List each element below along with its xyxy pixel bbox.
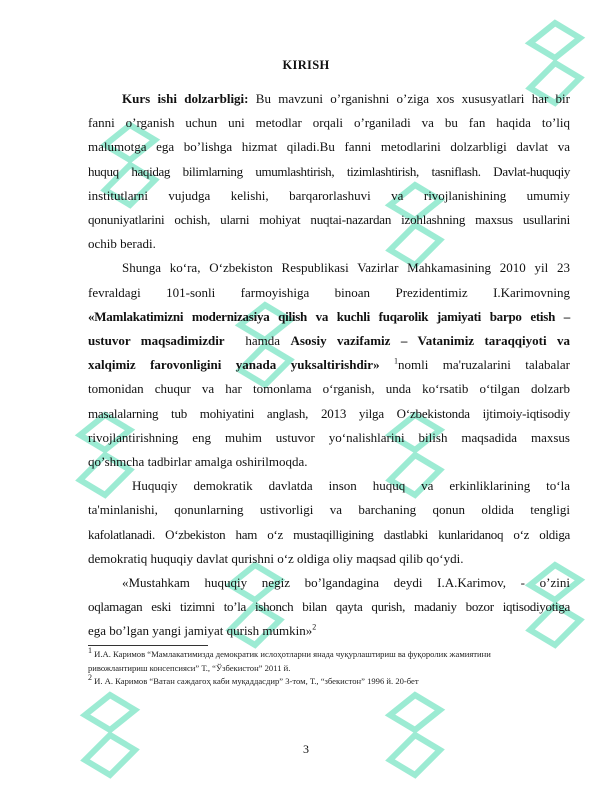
footnote (88, 675, 572, 689)
text-line: «Mustahkam huquqiy negiz bo’lgandagina deydi I.A.Karimov, - o’zini (122, 575, 570, 591)
text-line: tomonidan chuqur va har tomonlama o‘rganish, unda ko‘rsatib o‘tilgan dolzarb (88, 381, 570, 397)
text-line: fanni o’rganish uchun uni metodlar orqali o’rganiladi va bu fan haqida to’liq (88, 115, 570, 131)
line-text: hamda (224, 333, 281, 349)
footnotes (88, 648, 572, 689)
text-line: masalalarning tub mohiyatini anglash, 2013 yilga O‘zbekistonda ijtimoiy-iqtisodiy (88, 405, 570, 421)
footnote-separator (88, 645, 208, 646)
text-line: demokratiq huquqiy davlat qurishni o‘z oldiga oliy maqsad qilib qo‘ydi. (88, 550, 464, 566)
text-line: kafolatlanadi. O‘zbekiston ham o‘z mustaqilligining dastlabki kunlaridanoq o‘z oldiga (88, 526, 570, 542)
bold-phrase: «Mamlakatimizni modernizasiya qilish va kuchli fuqarolik jamiyati barpo etish – (88, 308, 570, 324)
text-line: malumotga ega bo’lishga hizmat qiladi.Bu fanni metodlarini dolzarbligi davlat va (88, 139, 570, 155)
text-line: institutlarni vujudga kelishi, barqarorlashuvi va rivojlanishining umumiy (88, 187, 570, 203)
text-line: Huquqiy demokratik davlatda inson huquq va erkinliklarining to‘la (132, 478, 570, 494)
footnote (88, 662, 572, 676)
line-text: nomli ma'ruzalarini talabalar (398, 357, 570, 373)
line-text: ega bo’lgan yangi jamiyat qurish mumkin» (88, 623, 313, 639)
section-heading: KIRISH (282, 58, 330, 72)
body-text (88, 87, 570, 644)
footnote-ref: 2 (312, 623, 317, 633)
text-line (88, 619, 570, 643)
bold-phrase: xalqimiz farovonligini yanada yuksaltirishdir» (88, 357, 380, 373)
footnote-text: И.А. Каримов “Мамлакатимизда демократик ислоҳотларни янада чуқурлаштириш ва фуқоролик жамиятини (94, 649, 491, 659)
text-line: rivojlantirishning eng muhim ustuvor yo‘nalishlarini bilish maqsadida maxsus (88, 429, 570, 445)
text-line: qonuniyatlarini ochish, ularni mohiyat nuqtai-nazardan izohlashning maxsus usullarini (88, 212, 570, 228)
text-line (88, 305, 570, 329)
text-line: qo’shmcha tadbirlar amalga oshirilmoqda. (88, 454, 308, 470)
bold-phrase: Asosiy vazifamiz – Vatanimiz taraqqiyoti va (290, 333, 571, 349)
bold-phrase: Kurs ishi dolzarbligi: (122, 91, 249, 106)
footnote-text: И. А. Каримов “Ватан саждагоҳ каби муқаддасдир” 3-том, Т., “збекистон” 1996 й. 20-бет (94, 676, 419, 686)
text-line (88, 329, 570, 353)
footnote (88, 648, 572, 662)
text-line: ta'minlanishi, qonunlarning ustivorligi va barchaning qonun oldida tengligi (88, 502, 570, 518)
text-line: fevraldagi 101-sonli farmoyishiga binoan Prezidentimiz I.Karimovning (88, 284, 570, 300)
paragraph (88, 474, 570, 571)
text-line: oqlamagan eski tizimni to’la ishonch bilan qayta qurish, madaniy bozor iqtisodiyotiga (88, 599, 570, 615)
footnote-number: 2 (88, 673, 92, 683)
paragraph (88, 87, 570, 256)
text-line: ochib beradi. (88, 236, 156, 252)
page-number: 3 (303, 742, 309, 756)
footnote-ref: 1 (394, 356, 399, 366)
bold-phrase: ustuvor maqsadimizdir (88, 333, 225, 349)
line-text: Bu mavzuni o’rganishni o’ziga xos xususyatlari har bir (255, 91, 571, 106)
paragraph (88, 571, 570, 644)
text-line: Shunga ko‘ra, O‘zbekiston Respublikasi Vazirlar Mahkamasining 2010 yil 23 (122, 260, 570, 276)
footnote-text: ривожлантириш консепсияси” Т., “Ўзбекистон” 2011 й. (88, 662, 291, 673)
text-line: huquq haqidag bilimlarning umumlashtirish, tizimlashtirish, tasniflash. Davlat-huquqiy (88, 163, 570, 179)
watermark-logo (380, 690, 450, 780)
footnote-number: 1 (88, 646, 92, 656)
watermark-logo (75, 690, 145, 780)
text-line (88, 353, 570, 377)
paragraph (88, 256, 570, 474)
text-line (88, 87, 570, 111)
